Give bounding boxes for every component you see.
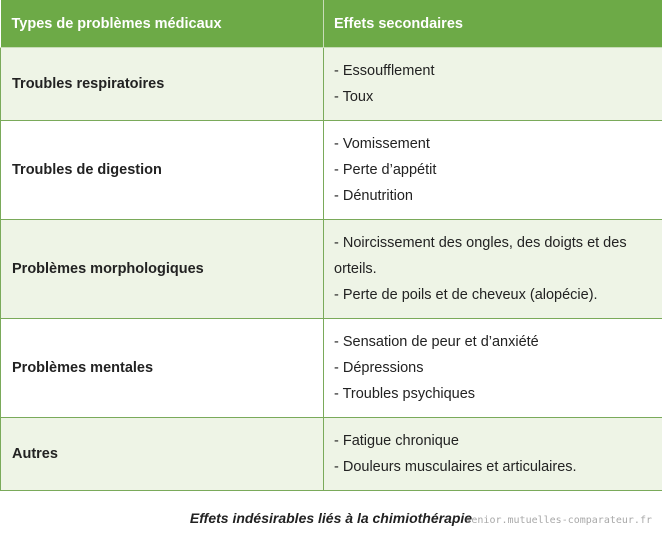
row-effects bbox=[324, 48, 662, 121]
row-effects bbox=[324, 121, 662, 220]
row-category: Autres bbox=[1, 418, 324, 491]
header-category: Types de problèmes médicaux bbox=[1, 0, 324, 48]
row-category: Troubles de digestion bbox=[1, 121, 324, 220]
effect-item: - Dénutrition bbox=[334, 188, 413, 204]
table-row bbox=[1, 319, 662, 418]
effect-item: - Perte de poils et de cheveux (alopécie). bbox=[334, 287, 598, 303]
effect-item: - Fatigue chronique bbox=[334, 433, 459, 449]
table-header-row bbox=[1, 0, 662, 48]
table-row bbox=[1, 220, 662, 319]
table-caption: Effets indésirables liés à la chimiothérapie bbox=[189, 510, 473, 526]
table-row bbox=[1, 121, 662, 220]
effect-item: - Dépressions bbox=[334, 360, 424, 376]
watermark: senior.mutuelles-comparateur.fr bbox=[465, 515, 652, 526]
row-category: Problèmes mentales bbox=[1, 319, 324, 418]
effect-item: - Noircissement des ongles, des doigts et des orteils. bbox=[334, 235, 627, 277]
row-effects bbox=[324, 220, 662, 319]
row-effects bbox=[324, 319, 662, 418]
effect-item: - Toux bbox=[334, 89, 374, 105]
effect-item: - Essoufflement bbox=[334, 63, 435, 79]
effect-item: - Perte d’appétit bbox=[334, 162, 437, 178]
effect-item: - Sensation de peur et d’anxiété bbox=[334, 334, 539, 350]
effect-item: - Vomissement bbox=[334, 136, 430, 152]
row-effects bbox=[324, 418, 662, 491]
row-category: Problèmes morphologiques bbox=[1, 220, 324, 319]
row-category: Troubles respiratoires bbox=[1, 48, 324, 121]
effect-item: - Troubles psychiques bbox=[334, 386, 476, 402]
header-effects: Effets secondaires bbox=[324, 0, 662, 48]
effect-item: - Douleurs musculaires et articulaires. bbox=[334, 459, 577, 475]
table-row bbox=[1, 418, 662, 491]
table-row bbox=[1, 48, 662, 121]
